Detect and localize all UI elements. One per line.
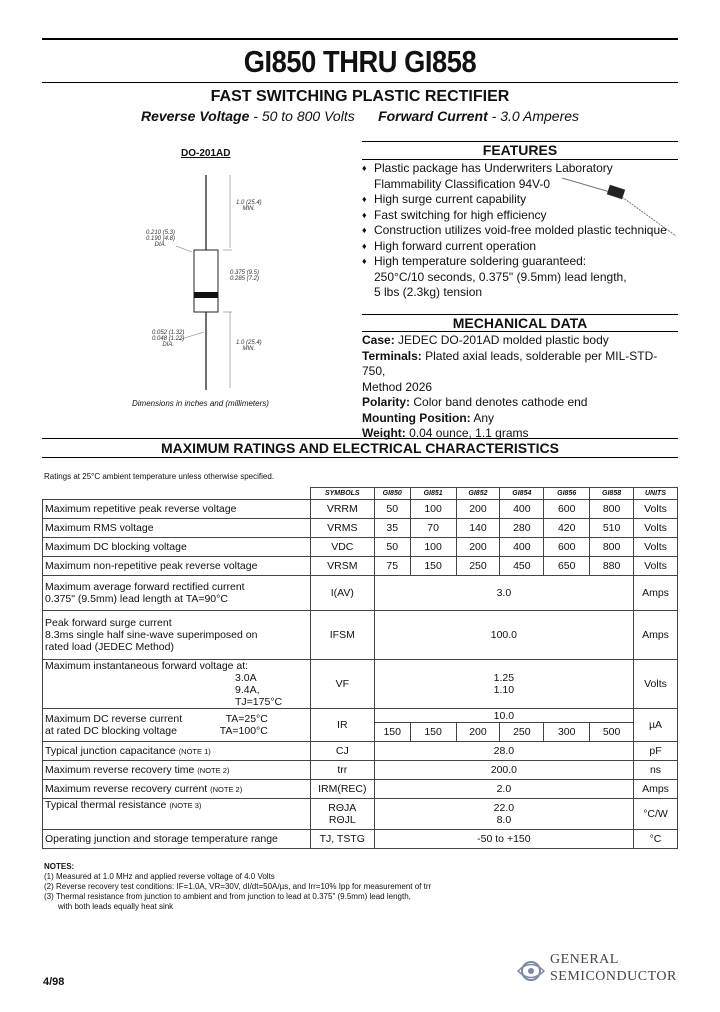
header-gi851: GI851 [410,488,456,500]
table-row-irm [43,780,678,799]
bullet-icon: ♦ [362,209,367,220]
row-condition: TA=100°C [219,725,268,737]
page-title: GI850 THRU GI858 [243,44,477,79]
logo-mark-icon [516,956,546,986]
revision-date: 4/98 [43,976,65,988]
features-heading: FEATURES [362,141,678,160]
table-row-trr [43,761,678,780]
bullet-icon: ♦ [362,256,367,266]
row-symbol: I(AV) [310,576,374,611]
row-symbol: VF [310,660,374,709]
row-unit: °C [634,830,678,849]
row-value: 250 [500,723,544,742]
forward-current-value: - 3.0 Amperes [491,108,580,124]
row-value: 800 [590,500,634,519]
row-value: 50 [374,500,410,519]
mech-weight-label: Weight: [362,426,406,440]
row-symbol-line: RΘJL [328,814,356,826]
row-param [43,742,311,761]
row-value [374,799,633,830]
row-condition: 9.4A, TJ=175°C [235,684,283,708]
brand-line-2: SEMICONDUCTOR [550,969,677,984]
dim-lead-length-bottom [236,340,262,352]
row-param: Maximum DC blocking voltage [43,538,311,557]
top-rule [42,38,678,40]
mech-mounting [362,411,680,427]
mech-polarity-label: Polarity: [362,395,411,409]
row-value: 140 [456,519,500,538]
row-note: (NOTE 3) [169,801,202,810]
ratings-heading: MAXIMUM RATINGS AND ELECTRICAL CHARACTERISTICS [42,438,678,458]
table-row [43,557,678,576]
dim-lead-length2-value: 1.0 (25.4) [236,340,262,346]
row-value: 2.0 [374,780,633,799]
row-param-line [45,713,308,725]
feature-text: 250°C/10 seconds, 0.375" (9.5mm) lead length, [374,269,627,284]
row-value: 280 [500,519,544,538]
feature-text: Fast switching for high efficiency [374,207,547,222]
row-symbol: IFSM [310,611,374,660]
table-row-surge [43,611,678,660]
page-subtitle: FAST SWITCHING PLASTIC RECTIFIER [210,88,510,105]
diode-photo [560,170,678,240]
row-unit: Volts [634,538,678,557]
reverse-voltage-value: - 50 to 800 Volts [253,108,355,124]
row-note: (NOTE 2) [197,766,230,775]
package-name: DO-201AD [181,148,231,159]
row-value: 500 [590,723,634,742]
mech-case-value: JEDEC DO-201AD molded plastic body [394,333,609,347]
dim-lead-diameter [152,330,184,348]
header-gi858: GI858 [590,488,634,500]
row-value: 400 [500,538,544,557]
row-symbol: CJ [310,742,374,761]
row-param-text: Maximum reverse recovery current [45,783,208,795]
dim-lead-length-min: MIN. [242,206,256,212]
row-unit: °C/W [634,799,678,830]
row-param-line [45,725,308,737]
row-symbol: IRM(REC) [310,780,374,799]
row-value-line: 1.25 [493,672,515,684]
row-value: 510 [590,519,634,538]
table-row-rth [43,799,678,830]
row-unit: Amps [634,780,678,799]
row-unit: Volts [634,519,678,538]
note-item: (2) Reverse recovery test conditions: IF=1.0A, VR=30V, dI/dt=50A/µs, and Irr=10% Ipp for measurement of trr [44,882,432,891]
mech-terminals-value2: Method 2026 [362,379,433,394]
diagram-caption: Dimensions in inches and (millimeters) [132,399,269,408]
row-value: 150 [374,723,410,742]
row-value [374,660,633,709]
rating-summary [0,108,720,124]
header-gi850: GI850 [374,488,410,500]
row-note: (NOTE 2) [210,785,243,794]
dim-body-length-max: 0.375 (9.5) [230,270,260,276]
row-condition: TA=25°C [225,713,268,725]
row-value: 200 [456,723,500,742]
row-symbol: IR [310,709,374,742]
mech-case [362,333,680,349]
row-symbol: VRMS [310,519,374,538]
row-param-line: Maximum instantaneous forward voltage at: [45,660,249,672]
row-value: 35 [374,519,410,538]
bullet-icon: ♦ [362,163,367,173]
table-row-ir-a [43,709,678,723]
row-param: Maximum non-repetitive peak reverse voltage [43,557,311,576]
feature-item-cont [362,285,680,301]
feature-text: 5 lbs (2.3kg) tension [374,285,483,299]
brand-line-1: GENERAL [550,952,619,967]
feature-text: Flammability Classification 94V-0 [374,176,551,191]
row-value: 200.0 [374,761,633,780]
row-value: 28.0 [374,742,633,761]
row-value: 650 [544,557,590,576]
row-param [43,780,311,799]
row-param-text: Maximum DC reverse current [45,713,183,725]
header-gi856: GI856 [544,488,590,500]
row-param-text: at rated DC blocking voltage [45,725,177,737]
mech-mounting-value: Any [470,410,494,425]
table-row [43,538,678,557]
row-condition: 3.0A [235,672,257,684]
package-diagram [120,160,300,395]
note-item: (1) Measured at 1.0 MHz and applied reverse voltage of 4.0 Volts [44,872,275,881]
row-param: Maximum repetitive peak reverse voltage [43,500,311,519]
feature-item [362,239,680,255]
row-param [43,611,311,660]
row-param-line: rated load (JEDEC Method) [45,641,174,653]
header-symbols: SYMBOLS [310,488,374,500]
row-unit: Volts [634,557,678,576]
row-param-text: Typical thermal resistance [45,799,167,811]
row-value: 600 [544,500,590,519]
note-item: with both leads equally heat sink [58,902,174,911]
notes [44,862,431,912]
dim-lead-diameter-min: 0.048 (1.22) [152,336,185,342]
row-param [43,660,311,709]
company-logo [516,952,676,992]
row-value: 600 [544,538,590,557]
header-blank [43,488,311,500]
row-unit: pF [634,742,678,761]
dim-lead-diameter-dia: DIA. [162,342,175,348]
row-value: 200 [456,538,500,557]
row-param [43,761,311,780]
mech-terminals-value: Plated axial leads, solderable per MIL-STD-750, [362,348,658,378]
feature-item [362,254,680,270]
mechanical-data [362,333,680,442]
notes-heading: NOTES: [44,862,75,871]
row-value: 150 [410,723,456,742]
row-param-text: Typical junction capacitance [45,745,176,757]
row-param: Maximum RMS voltage [43,519,311,538]
row-symbol: VRRM [310,500,374,519]
note-item: (3) Thermal resistance from junction to ambient and from junction to lead at 0.375" (9.5mm) lead length, [44,892,411,901]
row-value: 880 [590,557,634,576]
header-gi854: GI854 [500,488,544,500]
row-param-text: Maximum reverse recovery time [45,764,195,776]
row-symbol: VRSM [310,557,374,576]
row-value: 450 [500,557,544,576]
reverse-voltage-label: Reverse Voltage [140,108,250,124]
row-param [43,709,311,742]
row-note: (NOTE 1) [178,747,211,756]
dim-lead-length-top [236,200,262,212]
row-value: 150 [410,557,456,576]
row-param-line: 8.3ms single half sine-wave superimposed on [45,629,258,641]
dim-lead-length-value: 1.0 (25.4) [236,200,262,206]
row-param [43,799,311,830]
row-value-line: 1.10 [493,684,515,696]
mech-polarity [362,395,680,411]
table-header-row [43,488,678,500]
ratings-table [42,487,678,849]
mech-case-label: Case: [362,333,395,347]
header-gi852: GI852 [456,488,500,500]
row-symbol: TJ, TSTG [310,830,374,849]
mechanical-heading: MECHANICAL DATA [362,314,678,332]
feature-text: Plastic package has Underwriters Laboratory [374,161,613,175]
row-unit: Amps [634,576,678,611]
row-symbol-line: RΘJA [328,802,357,814]
feature-item-cont [362,270,680,286]
row-value: 10.0 [374,709,633,723]
row-unit: Volts [634,500,678,519]
dim-body-diameter-max: 0.210 (5.3) [146,230,176,236]
row-symbol: VDC [310,538,374,557]
row-unit: Volts [634,660,678,709]
row-value: 100 [410,500,456,519]
mech-weight-value: 0.04 ounce, 1.1 grams [405,426,529,440]
mech-terminals-label: Terminals: [362,348,422,363]
row-param-line: Maximum average forward rectified current [45,581,245,593]
bullet-icon: ♦ [362,240,367,251]
row-value: 800 [590,538,634,557]
header-units: UNITS [634,488,678,500]
feature-text: High forward current operation [374,238,537,253]
row-value: 300 [544,723,590,742]
forward-current-label: Forward Current [378,108,488,124]
row-param-line: 0.375" (9.5mm) lead length at TA=90°C [45,593,228,605]
table-row [43,519,678,538]
dim-lead-diameter-max: 0.052 (1.32) [152,330,185,336]
mech-polarity-value: Color band denotes cathode end [410,395,588,409]
table-row-vf [43,660,678,709]
table-row-avg-current [43,576,678,611]
mech-mounting-label: Mounting Position: [362,410,471,425]
dim-body-length [230,270,259,282]
row-value: 3.0 [374,576,633,611]
dim-body-diameter-min: 0.190 (4.8) [146,236,176,242]
bullet-icon: ♦ [362,194,367,204]
row-symbol: trr [310,761,374,780]
dim-body-diameter-dia: DIA. [154,242,167,248]
mech-terminals [362,349,680,380]
row-unit: Amps [634,611,678,660]
dim-lead-length2-min: MIN. [242,346,256,352]
ratings-note: Ratings at 25°C ambient temperature unless otherwise specified. [44,472,274,481]
dim-body-diameter [146,230,175,248]
row-param-line: Peak forward surge current [45,617,172,629]
row-value: -50 to +150 [374,830,633,849]
row-value: 250 [456,557,500,576]
row-value: 70 [410,519,456,538]
table-row-cj [43,742,678,761]
row-value-line: 8.0 [496,814,512,826]
feature-text: High surge current capability [374,192,527,206]
feature-text: Construction utilizes void-free molded plastic technique [374,223,667,237]
bullet-icon: ♦ [362,225,367,235]
row-param [43,576,311,611]
row-value: 50 [374,538,410,557]
row-value-line: 22.0 [493,802,515,814]
row-unit: µA [634,709,678,742]
table-row-tj [43,830,678,849]
row-value: 420 [544,519,590,538]
row-unit: ns [634,761,678,780]
row-symbol [310,799,374,830]
dim-body-length-min: 0.285 (7.2) [230,276,260,282]
row-value: 100.0 [374,611,633,660]
title-rule [42,82,678,83]
row-value: 400 [500,500,544,519]
row-param: Operating junction and storage temperature range [43,830,311,849]
table-row [43,500,678,519]
row-value: 200 [456,500,500,519]
feature-text: High temperature soldering guaranteed: [374,254,587,268]
row-value: 100 [410,538,456,557]
row-value: 75 [374,557,410,576]
